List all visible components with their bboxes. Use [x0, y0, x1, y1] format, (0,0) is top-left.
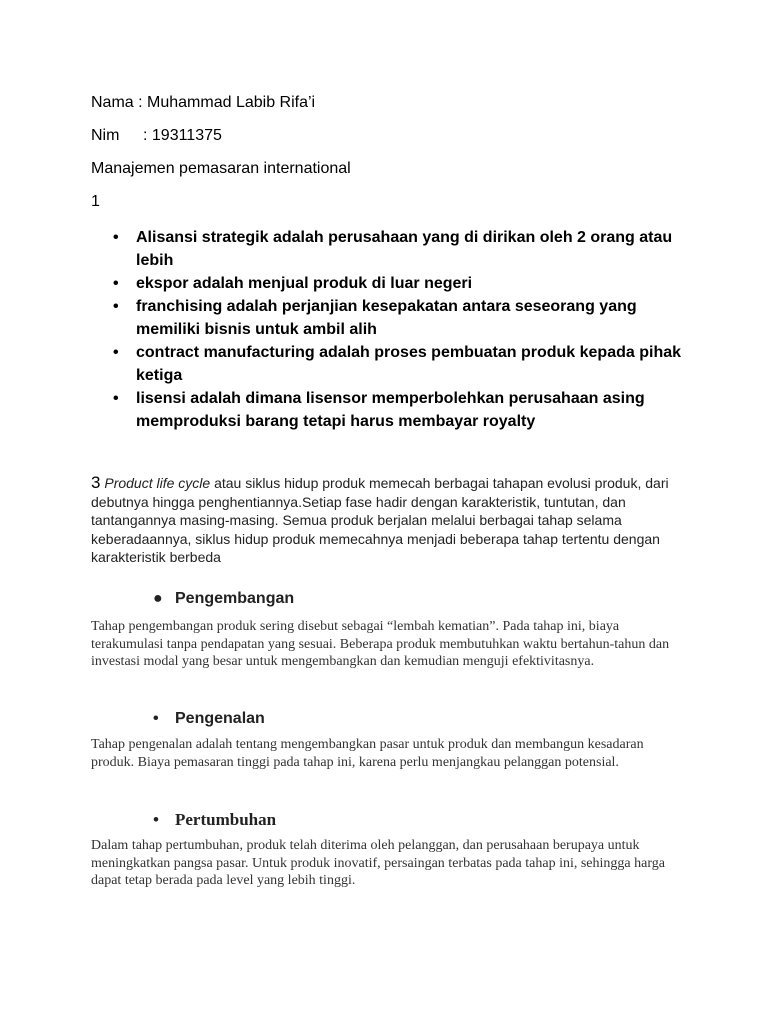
bullet-icon: • [113, 390, 119, 407]
course-title: Manajemen pemasaran international [91, 160, 351, 177]
list-item [91, 272, 691, 295]
stage-heading-text: Pertumbuhan [175, 810, 277, 829]
list-item-text: franchising adalah perjanjian kesepakatan antara seseorang yang memiliki bisnis untuk ambil alih [136, 298, 637, 338]
section-three-text: atau siklus hidup produk memecah berbagai tahapan evolusi produk, dari debutnya hingga penghentiannya.Setiap fase hadir dengan karakteristik, tuntutan, dan tantangannya masing-masing. Semua produk berjalan melalui berbagai tahap selama keberadaannya, siklus hidup produk memecahnya menjadi beberapa tahap tertentu dengan karakteristik berbeda [91, 475, 669, 565]
bullet-icon: • [113, 344, 119, 361]
list-item-text: Alisansi strategik adalah perusahaan yang di dirikan oleh 2 orang atau lebih [136, 229, 673, 269]
stage-heading-text: Pengembangan [175, 590, 295, 607]
student-name: Nama : Muhammad Labib Rifa’i [91, 94, 316, 111]
stage-heading-pengembangan [153, 590, 294, 608]
list-item [91, 226, 691, 272]
bullet-icon: • [113, 298, 119, 315]
section-one-list [91, 226, 691, 433]
stage-heading-pertumbuhan [153, 810, 276, 830]
section-three-number: 3 [91, 473, 101, 492]
section-one-number: 1 [91, 193, 100, 210]
stage-text-pertumbuhan: Dalam tahap pertumbuhan, produk telah diterima oleh pelanggan, dan perusahaan berupaya untuk meningkatkan pangsa pasar. Untuk produk inovatif, persaingan terbatas pada tahap ini, sehingga harga dapat tetap berada pada level yang lebih tinggi. [91, 838, 665, 888]
list-item-text: contract manufacturing adalah proses pembuatan produk kepada pihak ketiga [136, 344, 682, 384]
bullet-icon: • [153, 710, 159, 727]
bullet-icon: • [113, 275, 119, 292]
list-item-text: lisensi adalah dimana lisensor memperbolehkan perusahaan asing memproduksi barang tetapi harus membayar royalty [136, 390, 645, 430]
nim-label: Nim [91, 127, 120, 144]
student-nim [91, 127, 222, 145]
bullet-icon: ● [153, 590, 163, 607]
list-item-text: ekspor adalah menjual produk di luar negeri [136, 275, 473, 292]
list-item [91, 341, 691, 387]
section-three-paragraph [91, 474, 681, 567]
stage-text-pengenalan: Tahap pengenalan adalah tentang mengembangkan pasar untuk produk dan membangun kesadaran produk. Biaya pemasaran tinggi pada tahap ini, karena perlu menjangkau pelanggan potensial. [91, 737, 644, 770]
stage-heading-pengenalan [153, 710, 265, 728]
list-item [91, 387, 691, 433]
bullet-icon: • [153, 810, 159, 829]
section-three-term: Product life cycle [104, 475, 211, 491]
nim-value: : 19311375 [143, 127, 222, 144]
stage-heading-text: Pengenalan [175, 710, 265, 727]
stage-text-pengembangan: Tahap pengembangan produk sering disebut sebagai “lembah kematian”. Pada tahap ini, biaya terakumulasi tanpa pendapatan yang sesuai. Beberapa produk membutuhkan waktu bertahun-tahun dan investasi modal yang besar untuk mengembangkan dan kemudian menguji efektivitasnya. [91, 619, 670, 669]
list-item [91, 295, 691, 341]
bullet-icon: • [113, 229, 119, 246]
